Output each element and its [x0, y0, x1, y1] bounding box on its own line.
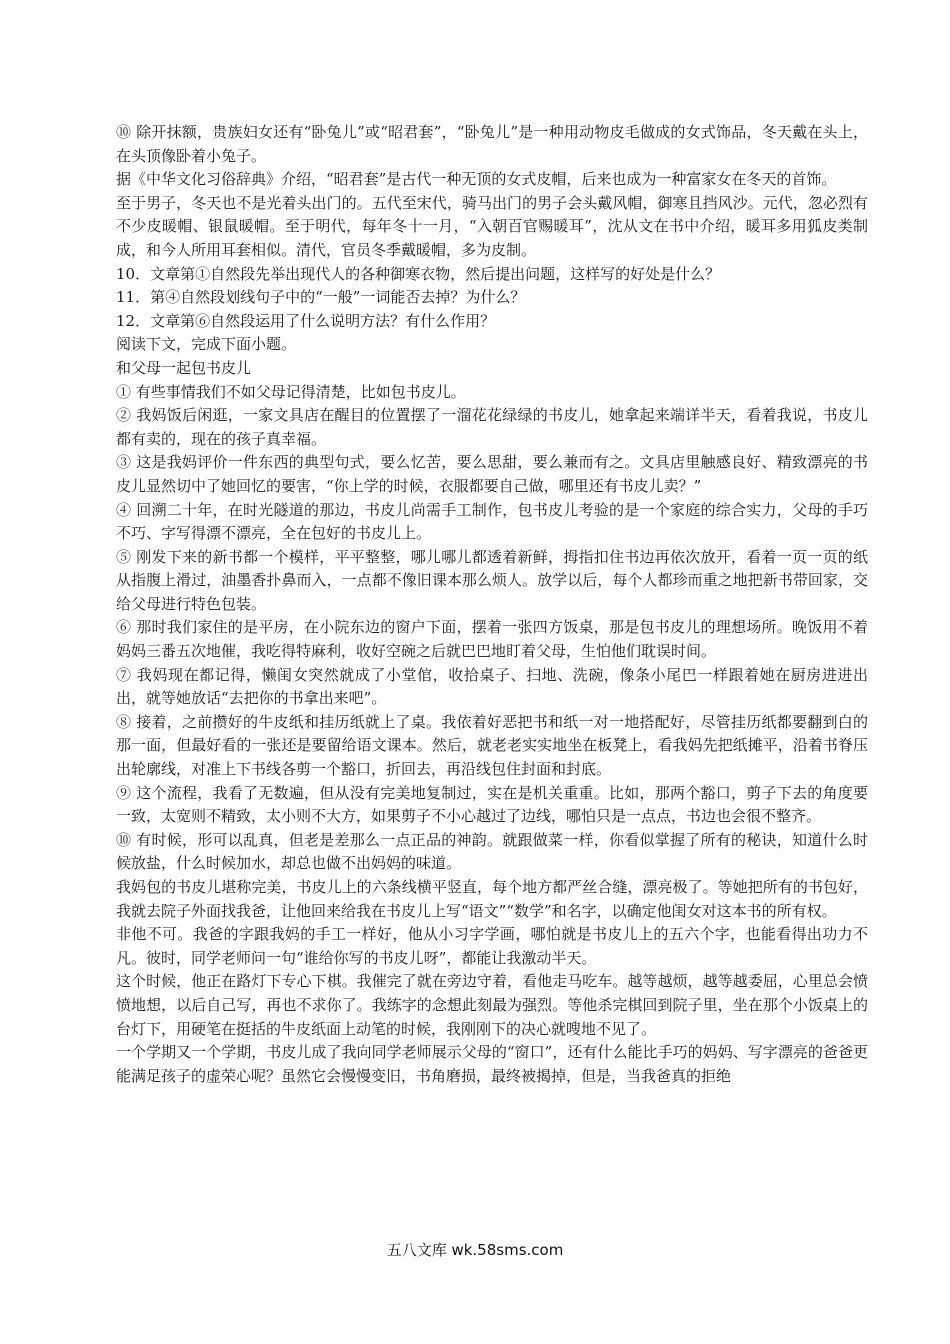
paragraph-19: 我妈包的书皮儿堪称完美，书皮儿上的六条线横平竖直，每个地方都严丝合缝，漂亮极了。等她把所有的书包好，我就去院子外面找我爸，让他回来给我在书皮儿上写“语文”“数学”和名字，以确定他闺女对这本书的所有权。 — [116, 878, 868, 920]
paragraph-13: ⑤ 刚发下来的新书都一个模样，平平整整，哪儿哪儿都透着新鲜，拇指扣住书边再依次放开，看着一页一页的纸从指腹上滑过，油墨香扑鼻而入，一点都不像旧课本那么烦人。放学以后，每个人都珍而重之地把新书带回家，交给父母进行特色包装。 — [116, 547, 868, 613]
paragraph-18: ⑩ 有时候，形可以乱真，但老是差那么一点正品的神韵。就跟做菜一样，你看似掌握了所有的秘诀，知道什么时候放盐，什么时候加水，却总也做不出妈妈的味道。 — [116, 830, 868, 873]
paragraph-20: 非他不可。我爸的字跟我妈的手工一样好，他从小习字学画，哪怕就是书皮儿上的五六个字，也能看得出功力不凡。彼时，同学老师问一句“谁给你写的书皮儿呀”，都能让我激动半天。 — [116, 925, 868, 967]
paragraph-3: 至于男子，冬天也不是光着头出门的。五代至宋代，骑马出门的男子会头戴风帽，御寒且挡风沙。元代，忽必烈有不少皮暖帽、银鼠暖帽。至于明代，每年冬十一月，“入朝百官赐暖耳”，沈从文在书中介绍，暖耳多用狐皮类制成，和今人所用耳套相似。清代，官员冬季戴暖帽，多为皮制。 — [116, 193, 868, 259]
paragraph-11: ③ 这是我妈评价一件东西的典型句式，要么忆苦，要么思甜，要么兼而有之。文具店里触感良好、精致漂亮的书皮儿显然切中了她回忆的要害，“你上学的时候，衣服都要自己做，哪里还有书皮儿卖？” — [116, 453, 868, 495]
paragraph-9: ① 有些事情我们不如父母记得清楚，比如包书皮儿。 — [116, 382, 466, 401]
paragraph-14: ⑥ 那时我们家住的是平房，在小院东边的窗户下面，摆着一张四方饭桌，那是包书皮儿的理想场所。晚饭用不着妈妈三番五次地催，我吃得特麻利，收好空碗之后就巴巴地盯着父母，生怕他们耽误时间。 — [116, 618, 868, 661]
page-footer: 五八文库 wk.58sms.com — [386, 1241, 564, 1259]
paragraph-15: ⑦ 我妈现在都记得，懒闺女突然就成了小堂倌，收拾桌子、扫地、洗碗，像条小尾巴一样跟着她在厨房进进出出，就等她放话“去把你的书拿出来吧”。 — [116, 665, 868, 708]
paragraph-1: ⑩ 除开抹额，贵族妇女还有“卧兔儿”或“昭君套”，“卧兔儿”是一种用动物皮毛做成的女式饰品，冬天戴在头上，在头顶像卧着小兔子。 — [116, 123, 868, 165]
paragraph-2: 据《中华文化习俗辞典》介绍，“昭君套”是古代一种无顶的女式皮帽，后来也成为一种富家女在冬天的首饰。 — [116, 170, 837, 189]
paragraph-16: ⑧ 接着，之前攒好的牛皮纸和挂历纸就上了桌。我依着好恶把书和纸一对一地搭配好，尽管挂历纸都要翻到白的那一面，但最好看的一张还是要留给语文课本。然后，就老老实实地坐在板凳上，看我妈先把纸摊平，沿着书脊压出轮廓线，对准上下书线各剪一个豁口，折回去，再沿线包住封面和封底。 — [116, 712, 868, 779]
article-title: 和父母一起包书皮儿 — [116, 358, 252, 377]
question-11: 11．第④自然段划线句子中的“一般”一词能否去掉？为什么？ — [116, 288, 526, 307]
paragraph-22: 一个学期又一个学期，书皮儿成了我向同学老师展示父母的“窗口”，还有什么能比手巧的妈妈、写字漂亮的爸爸更能满足孩子的虚荣心呢？虽然它会慢慢变旧，书角磨损，最终被揭掉，但是，当我爸真的拒绝 — [116, 1043, 868, 1085]
document-body — [116, 121, 868, 1088]
reading-instruction: 阅读下文，完成下面小题。 — [116, 335, 297, 354]
paragraph-10: ② 我妈饭后闲逛，一家文具店在醒目的位置摆了一溜花花绿绿的书皮儿，她拿起来端详半天，看着我说，书皮儿都有卖的，现在的孩子真幸福。 — [116, 406, 868, 448]
paragraph-21: 这个时候，他正在路灯下专心下棋。我催完了就在旁边守着，看他走马吃车。越等越烦，越等越委屈，心里总会愤愤地想，以后自己写，再也不求你了。我练字的念想此刻最为强烈。等他杀完棋回到院子里，坐在那个小饭桌上的台灯下，用硬笔在挺括的牛皮纸面上动笔的时候，我刚刚下的决心就嗖地不见了。 — [116, 972, 868, 1038]
paragraph-12: ④ 回溯二十年，在时光隧道的那边，书皮儿尚需手工制作，包书皮儿考验的是一个家庭的综合实力，父母的手巧不巧、字写得漂不漂亮，全在包好的书皮儿上。 — [116, 500, 868, 543]
paragraph-17: ⑨ 这个流程，我看了无数遍，但从没有完美地复制过，实在是机关重重。比如，那两个豁口，剪子下去的角度要一致，太宽则不精致，太小则不大方，如果剪子不小心越过了边线，哪怕只是一点点，书边也会很不整齐。 — [116, 783, 868, 826]
question-12: 12．文章第⑥自然段运用了什么说明方法？有什么作用？ — [116, 311, 496, 330]
question-10: 10．文章第①自然段先举出现代人的各种御寒衣物，然后提出问题，这样写的好处是什么？ — [116, 264, 721, 283]
